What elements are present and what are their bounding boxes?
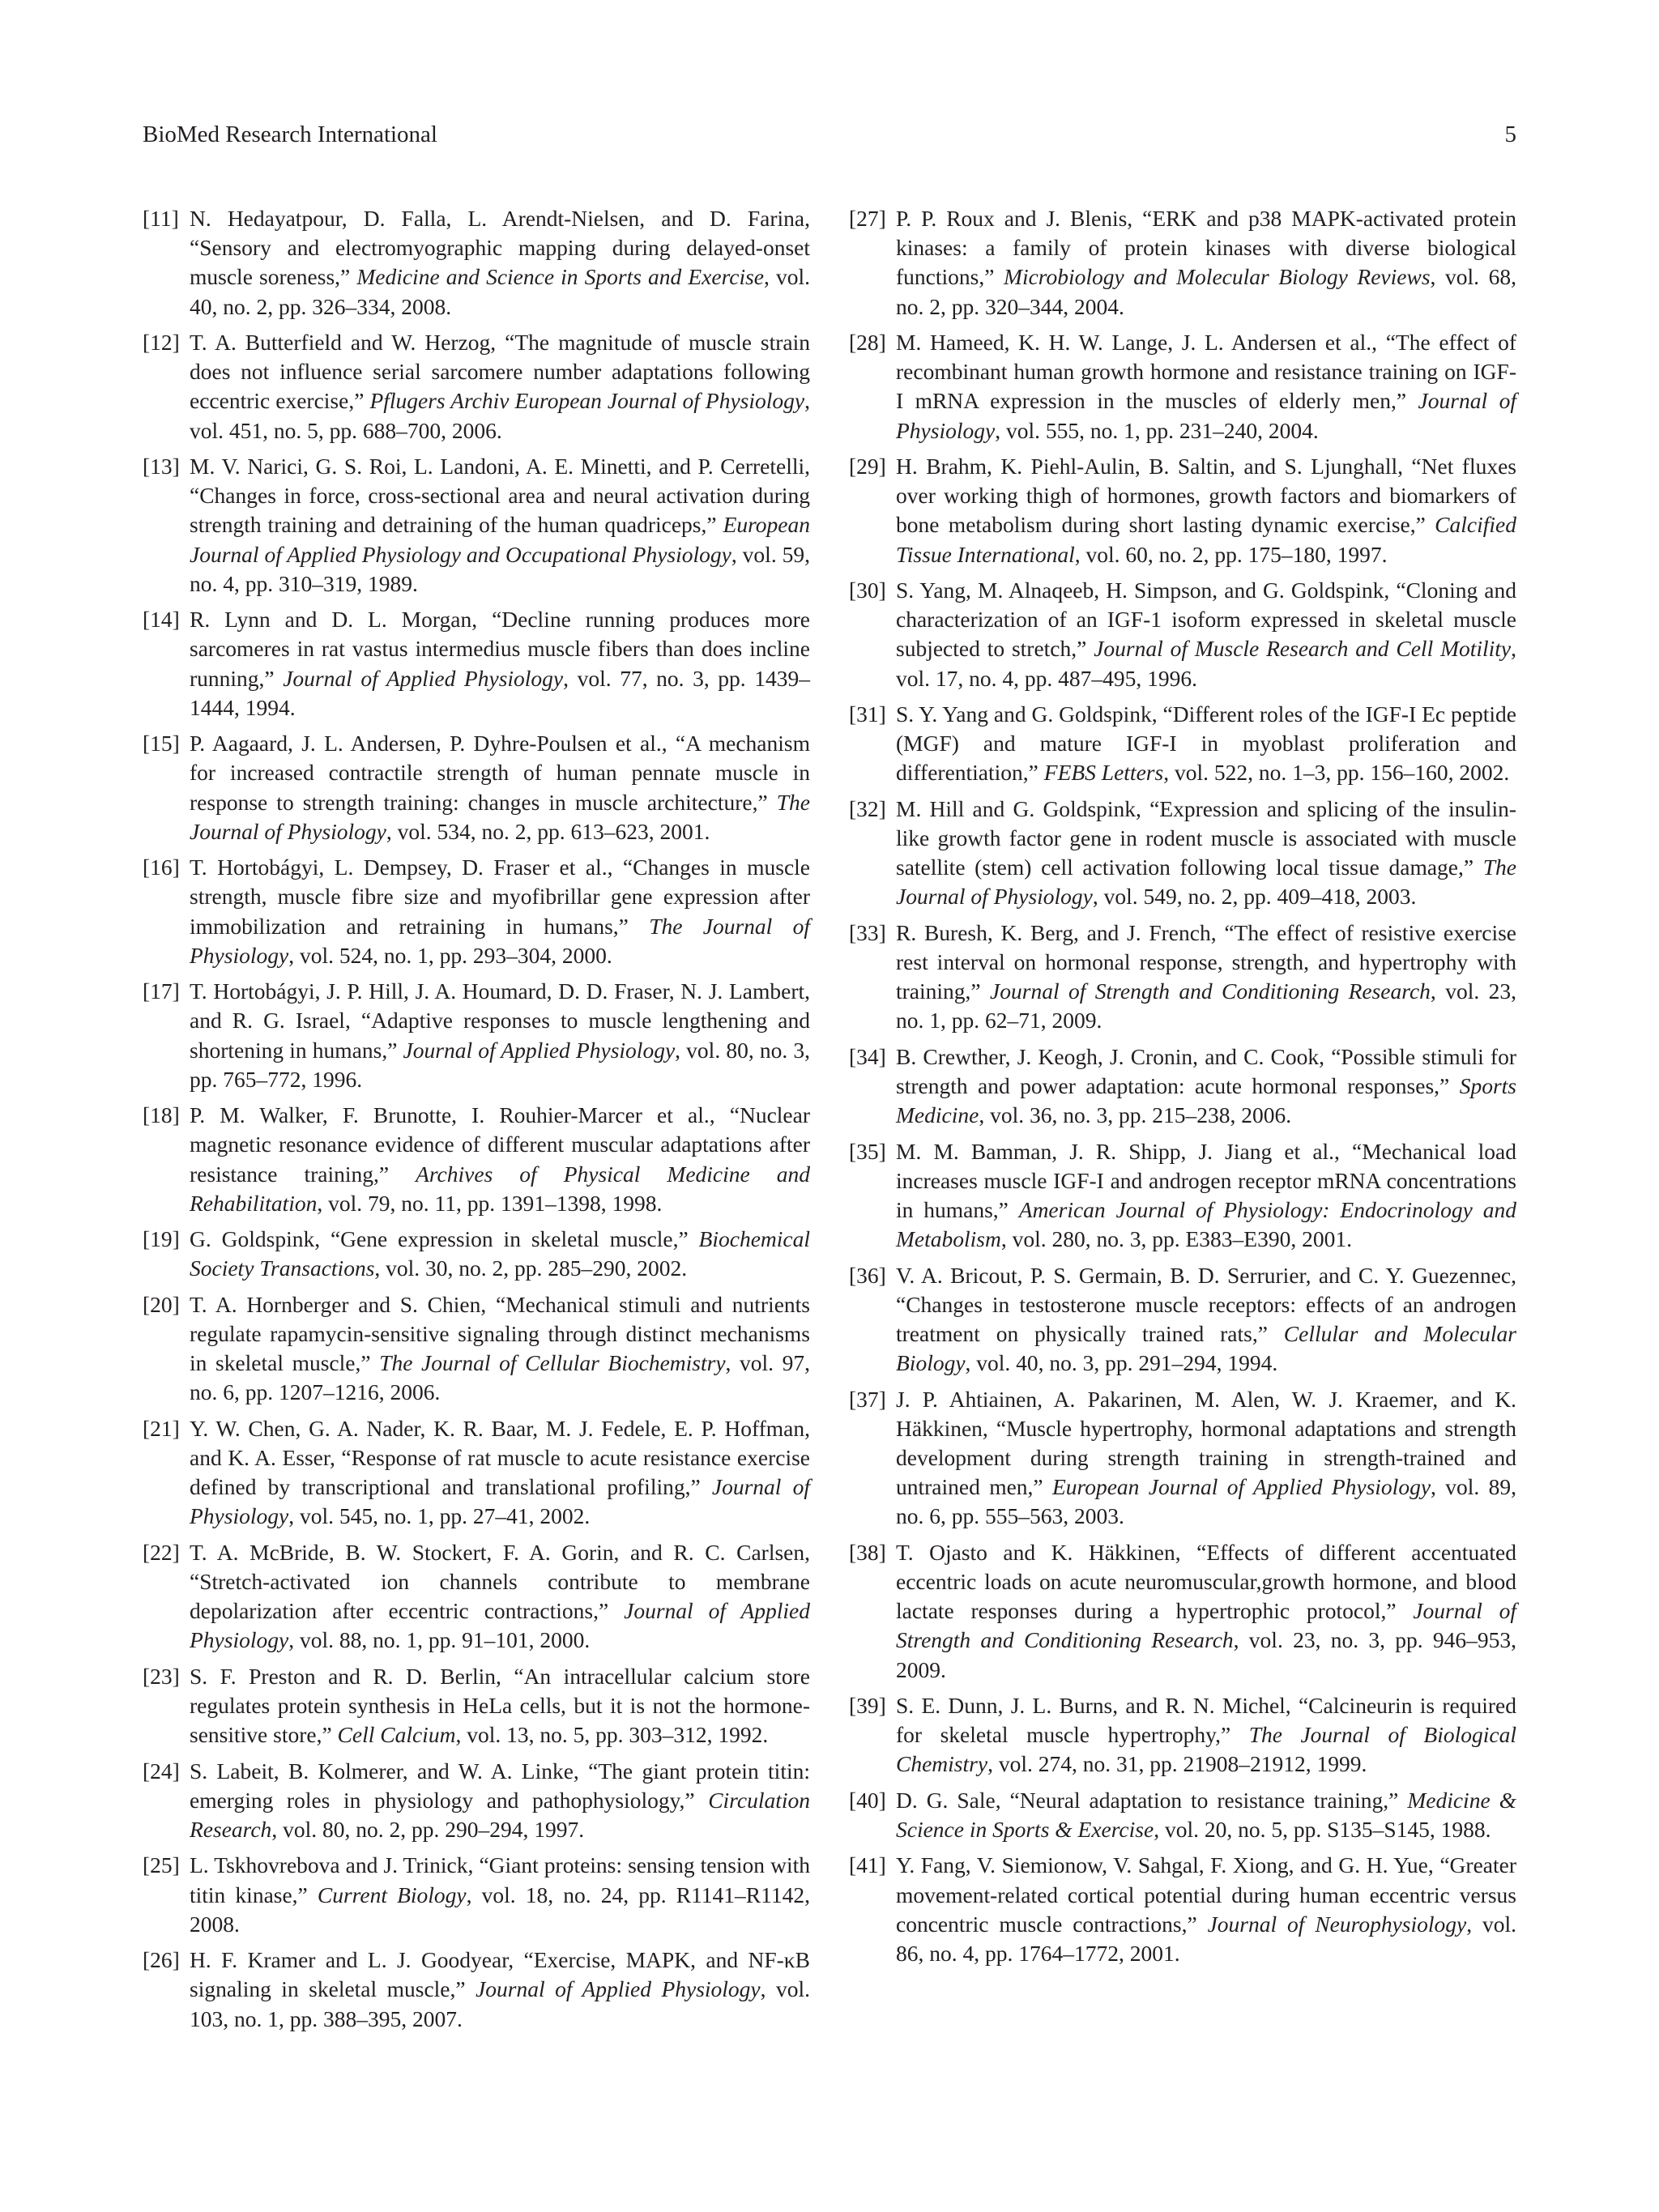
- reference-authors-title: M. V. Narici, G. S. Roi, L. Landoni, A. E. Minetti, and P. Cerretelli, “Changes in force, cross-sectional area and neural activation during strength training and detraining of the human quadriceps,”: [190, 454, 810, 538]
- reference-entry: [143, 1101, 810, 1218]
- reference-entry: [143, 1290, 810, 1408]
- reference-details: , vol. 17, no. 4, pp. 487–495, 1996.: [896, 636, 1517, 691]
- reference-details: , vol. 80, no. 3, pp. 765–772, 1996.: [190, 1037, 810, 1092]
- reference-journal: Journal of Muscle Research and Cell Motility: [1094, 636, 1512, 662]
- reference-details: , vol. 23, no. 3, pp. 946–953, 2009.: [896, 1627, 1517, 1682]
- reference-journal: Journal of Physiology: [896, 388, 1516, 443]
- reference-journal: Cell Calcium: [337, 1722, 456, 1748]
- reference-number: [31]: [849, 701, 886, 727]
- reference-authors-title: S. Yang, M. Alnaqeeb, H. Simpson, and G. Goldspink, “Cloning and characterization of an IGF-1 isoform expressed in skeletal muscle subjected to stretch,”: [896, 578, 1516, 662]
- reference-number: [14]: [143, 607, 180, 633]
- reference-number: [36]: [849, 1262, 886, 1288]
- reference-authors-title: S. Labeit, B. Kolmerer, and W. A. Linke, “The giant protein titin: emerging roles in physiology and pathophysiology,”: [190, 1758, 810, 1813]
- reference-journal: Journal of Physiology: [190, 1474, 810, 1529]
- reference-column-right: [849, 204, 1516, 1975]
- reference-details: , vol. 549, no. 2, pp. 409–418, 2003.: [1092, 884, 1417, 910]
- reference-entry: [849, 452, 1516, 569]
- reference-details: , vol. 89, no. 6, pp. 555–563, 2003.: [896, 1474, 1517, 1529]
- reference-journal: The Journal of Cellular Biochemistry: [379, 1350, 726, 1376]
- reference-authors-title: D. G. Sale, “Neural adaptation to resistance training,”: [896, 1787, 1408, 1813]
- reference-journal: Journal of Applied Physiology: [190, 1598, 811, 1653]
- reference-entry: [143, 1946, 810, 2034]
- reference-journal: Circulation Research: [190, 1787, 810, 1842]
- reference-authors-title: L. Tskhovrebova and J. Trinick, “Giant proteins: sensing tension with titin kinase,”: [190, 1852, 810, 1907]
- reference-journal: Current Biology: [317, 1882, 467, 1907]
- reference-entry: [849, 1042, 1516, 1131]
- reference-journal: The Journal of Biological Chemistry: [896, 1722, 1516, 1777]
- reference-number: [33]: [849, 919, 886, 945]
- reference-journal: Calcified Tissue International: [896, 512, 1516, 567]
- reference-authors-title: M. M. Bamman, J. R. Shipp, J. Jiang et al., “Mechanical load increases muscle IGF-I and androgen receptor mRNA concentrations in humans,”: [896, 1138, 1516, 1222]
- reference-authors-title: Y. W. Chen, G. A. Nader, K. R. Baar, M. J. Fedele, E. P. Hoffman, and K. A. Esser, “Response of rat muscle to acute resistance exercise defined by transcriptional and translational profiling,”: [190, 1415, 810, 1500]
- reference-journal: Cellular and Molecular Biology: [896, 1321, 1516, 1376]
- reference-journal: Pflugers Archiv European Journal of Physiology: [369, 388, 805, 414]
- reference-authors-title: R. Buresh, K. Berg, and J. French, “The effect of resistive exercise rest interval on hormonal response, strength, and hypertrophy with training,”: [896, 919, 1516, 1004]
- reference-details: , vol. 545, no. 1, pp. 27–41, 2002.: [288, 1503, 591, 1529]
- reference-details: , vol. 79, no. 11, pp. 1391–1398, 1998.: [317, 1190, 663, 1216]
- reference-details: , vol. 36, no. 3, pp. 215–238, 2006.: [979, 1102, 1292, 1128]
- reference-entry: [849, 1691, 1516, 1779]
- journal-name: BioMed Research International: [143, 121, 437, 147]
- reference-journal: Journal of Strength and Conditioning Research: [990, 978, 1431, 1004]
- reference-entry: [849, 795, 1516, 912]
- reference-details: , vol. 77, no. 3, pp. 1439–1444, 1994.: [190, 665, 811, 720]
- reference-authors-title: R. Lynn and D. L. Morgan, “Decline running produces more sarcomeres in rat vastus intermedius muscle fibers than does incline running,”: [190, 607, 810, 691]
- reference-authors-title: M. Hameed, K. H. W. Lange, J. L. Andersen et al., “The effect of recombinant human growth hormone and resistance training on IGF-I mRNA expression in the muscles of elderly men,”: [896, 330, 1516, 414]
- reference-authors-title: T. A. Hornberger and S. Chien, “Mechanical stimuli and nutrients regulate rapamycin-sensitive signaling through distinct mechanisms in skeletal muscle,”: [190, 1291, 810, 1376]
- reference-details: , vol. 60, no. 2, pp. 175–180, 1997.: [1074, 541, 1388, 567]
- reference-number: [18]: [143, 1102, 180, 1128]
- reference-number: [28]: [849, 330, 886, 355]
- reference-authors-title: P. P. Roux and J. Blenis, “ERK and p38 MAPK-activated protein kinases: a family of protein kinases with diverse biological functions,”: [896, 206, 1516, 290]
- reference-details: , vol. 555, no. 1, pp. 231–240, 2004.: [995, 417, 1319, 443]
- reference-entry: [143, 1757, 810, 1845]
- reference-number: [35]: [849, 1138, 886, 1164]
- reference-number: [41]: [849, 1852, 886, 1878]
- reference-number: [17]: [143, 978, 180, 1004]
- reference-details: , vol. 40, no. 3, pp. 291–294, 1994.: [965, 1350, 1278, 1376]
- reference-number: [27]: [849, 206, 886, 231]
- reference-entry: [849, 1261, 1516, 1379]
- reference-authors-title: B. Crewther, J. Keogh, J. Cronin, and C. Cook, “Possible stimuli for strength and power adaptation: acute hormonal responses,”: [896, 1043, 1516, 1098]
- reference-number: [11]: [143, 206, 179, 231]
- reference-entry: [849, 576, 1516, 693]
- reference-entry: [143, 729, 810, 846]
- reference-number: [19]: [143, 1226, 180, 1252]
- reference-authors-title: P. Aagaard, J. L. Andersen, P. Dyhre-Poulsen et al., “A mechanism for increased contractile strength of human pennate muscle in response to strength training: changes in muscle architecture,”: [190, 731, 810, 815]
- reference-journal: Journal of Applied Physiology: [476, 1976, 761, 2002]
- reference-authors-title: S. Y. Yang and G. Goldspink, “Different roles of the IGF-I Ec peptide (MGF) and mature IGF-I in myoblast proliferation and differentiation,”: [896, 701, 1516, 786]
- reference-authors-title: P. M. Walker, F. Brunotte, I. Rouhier-Marcer et al., “Nuclear magnetic resonance evidence of different muscular adaptations after resistance training,”: [190, 1102, 810, 1187]
- reference-entry: [143, 328, 810, 445]
- reference-journal: American Journal of Physiology: Endocrinology and Metabolism: [896, 1197, 1516, 1252]
- reference-journal: Journal of Applied Physiology: [403, 1037, 676, 1063]
- reference-entry: [143, 977, 810, 1094]
- reference-number: [30]: [849, 578, 886, 603]
- reference-authors-title: N. Hedayatpour, D. Falla, L. Arendt-Nielsen, and D. Farina, “Sensory and electromyographic mapping during delayed-onset muscle soreness,”: [190, 206, 810, 290]
- reference-entry: [143, 1662, 810, 1750]
- reference-journal: Journal of Strength and Conditioning Research: [896, 1598, 1516, 1653]
- reference-journal: Archives of Physical Medicine and Rehabilitation: [190, 1161, 810, 1216]
- reference-authors-title: T. Hortobágyi, L. Dempsey, D. Fraser et al., “Changes in muscle strength, muscle fibre size and myofibrillar gene expression after immobilization and retraining in humans,”: [190, 855, 810, 939]
- reference-details: , vol. 13, no. 5, pp. 303–312, 1992.: [455, 1722, 769, 1748]
- reference-journal: Biochemical Society Transactions: [190, 1226, 810, 1281]
- reference-entry: [849, 1786, 1516, 1844]
- reference-number: [24]: [143, 1758, 180, 1784]
- reference-details: , vol. 30, no. 2, pp. 285–290, 2002.: [374, 1255, 688, 1281]
- reference-journal: Medicine & Science in Sports & Exercise: [896, 1787, 1516, 1842]
- reference-number: [15]: [143, 731, 180, 757]
- reference-entry: [143, 452, 810, 599]
- reference-journal: European Journal of Applied Physiology and Occupational Physiology: [190, 512, 810, 567]
- reference-details: , vol. 59, no. 4, pp. 310–319, 1989.: [190, 541, 810, 596]
- reference-entry: [849, 328, 1516, 445]
- reference-entry: [143, 1414, 810, 1532]
- reference-details: , vol. 20, no. 5, pp. S135–S145, 1988.: [1154, 1817, 1491, 1842]
- reference-entry: [143, 204, 810, 322]
- reference-authors-title: S. F. Preston and R. D. Berlin, “An intracellular calcium store regulates protein synthesis in HeLa cells, but it is not the hormone-sensitive store,”: [190, 1663, 810, 1748]
- reference-entry: [849, 1851, 1516, 1968]
- reference-details: , vol. 524, no. 1, pp. 293–304, 2000.: [288, 942, 612, 968]
- reference-authors-title: S. E. Dunn, J. L. Burns, and R. N. Michel, “Calcineurin is required for skeletal muscle hypertrophy,”: [896, 1693, 1516, 1748]
- reference-number: [21]: [143, 1415, 180, 1441]
- reference-authors-title: T. Hortobágyi, J. P. Hill, J. A. Houmard, D. D. Fraser, N. J. Lambert, and R. G. Israel, “Adaptive responses to muscle lengthening and shortening in humans,”: [190, 978, 810, 1063]
- reference-authors-title: V. A. Bricout, P. S. Germain, B. D. Serrurier, and C. Y. Guezennec, “Changes in testosterone muscle receptors: effects of an androgen treatment on physically trained rats,”: [896, 1262, 1516, 1346]
- reference-number: [40]: [849, 1787, 886, 1813]
- reference-number: [37]: [849, 1386, 886, 1412]
- reference-number: [26]: [143, 1947, 180, 1973]
- reference-details: , vol. 534, no. 2, pp. 613–623, 2001.: [386, 818, 710, 844]
- reference-details: , vol. 280, no. 3, pp. E383–E390, 2001.: [1000, 1226, 1352, 1252]
- reference-journal: Journal of Applied Physiology: [283, 665, 564, 691]
- reference-authors-title: T. Ojasto and K. Häkkinen, “Effects of different accentuated eccentric loads on acute neuromuscular,growth hormone, and blood lactate responses during a hypertrophic protocol,”: [896, 1539, 1516, 1624]
- reference-details: , vol. 522, no. 1–3, pp. 156–160, 2002.: [1163, 760, 1510, 786]
- reference-journal: Journal of Neurophysiology: [1207, 1911, 1467, 1937]
- reference-authors-title: T. A. Butterfield and W. Herzog, “The magnitude of muscle strain does not influence serial sarcomere number adaptations following eccentric exercise,”: [190, 330, 810, 414]
- reference-authors-title: H. F. Kramer and L. J. Goodyear, “Exercise, MAPK, and NF-κB signaling in skeletal muscle,”: [190, 1947, 810, 2002]
- reference-details: , vol. 23, no. 1, pp. 62–71, 2009.: [896, 978, 1516, 1034]
- reference-entry: [849, 700, 1516, 788]
- reference-column-left: [143, 204, 810, 2040]
- reference-number: [16]: [143, 855, 180, 880]
- running-header: [143, 121, 1516, 154]
- reference-details: , vol. 80, no. 2, pp. 290–294, 1997.: [271, 1817, 585, 1842]
- reference-details: , vol. 86, no. 4, pp. 1764–1772, 2001.: [896, 1911, 1517, 1966]
- reference-journal: The Journal of Physiology: [190, 913, 810, 968]
- reference-number: [23]: [143, 1663, 180, 1689]
- reference-number: [32]: [849, 795, 886, 821]
- reference-authors-title: G. Goldspink, “Gene expression in skeletal muscle,”: [190, 1226, 699, 1252]
- reference-entry: [849, 1137, 1516, 1255]
- reference-number: [29]: [849, 454, 886, 479]
- reference-number: [20]: [143, 1291, 180, 1317]
- reference-details: , vol. 97, no. 6, pp. 1207–1216, 2006.: [190, 1350, 811, 1405]
- reference-details: , vol. 103, no. 1, pp. 388–395, 2007.: [190, 1976, 810, 2031]
- reference-entry: [143, 1538, 810, 1656]
- reference-entry: [849, 1385, 1516, 1532]
- reference-entry: [143, 605, 810, 722]
- reference-authors-title: H. Brahm, K. Piehl-Aulin, B. Saltin, and S. Ljunghall, “Net fluxes over working thigh of hormones, growth factors and biomarkers of bone metabolism during short lasting dynamic exercise,”: [896, 454, 1516, 538]
- reference-number: [39]: [849, 1693, 886, 1718]
- reference-details: , vol. 40, no. 2, pp. 326–334, 2008.: [190, 264, 810, 319]
- reference-authors-title: M. Hill and G. Goldspink, “Expression and splicing of the insulin-like growth factor gene in rodent muscle is associated with muscle satellite (stem) cell activation following local tissue damage,”: [896, 795, 1516, 880]
- reference-entry: [849, 204, 1516, 322]
- reference-number: [12]: [143, 330, 180, 355]
- page-number: 5: [1504, 121, 1516, 147]
- reference-details: , vol. 68, no. 2, pp. 320–344, 2004.: [896, 264, 1517, 319]
- reference-journal: The Journal of Physiology: [896, 855, 1516, 910]
- reference-details: , vol. 18, no. 24, pp. R1141–R1142, 2008.: [190, 1882, 810, 1937]
- reference-entry: [849, 918, 1516, 1036]
- reference-authors-title: J. P. Ahtiainen, A. Pakarinen, M. Alen, W. J. Kraemer, and K. Häkkinen, “Muscle hypertrophy, hormonal adaptations and strength development during strength training in strength-trained and untrained men,”: [896, 1386, 1516, 1500]
- reference-details: , vol. 88, no. 1, pp. 91–101, 2000.: [288, 1627, 591, 1653]
- reference-entry: [849, 1538, 1516, 1685]
- reference-number: [34]: [849, 1043, 886, 1069]
- reference-details: , vol. 451, no. 5, pp. 688–700, 2006.: [190, 388, 810, 443]
- reference-details: , vol. 274, no. 31, pp. 21908–21912, 1999.: [987, 1751, 1367, 1777]
- reference-journal: The Journal of Physiology: [190, 789, 810, 844]
- reference-number: [13]: [143, 454, 180, 479]
- reference-journal: Sports Medicine: [896, 1073, 1516, 1128]
- reference-journal: Microbiology and Molecular Biology Reviews: [1004, 264, 1431, 290]
- reference-number: [38]: [849, 1539, 886, 1565]
- reference-authors-title: T. A. McBride, B. W. Stockert, F. A. Gorin, and R. C. Carlsen, “Stretch-activated ion channels contribute to membrane depolarization after eccentric contractions,”: [190, 1539, 810, 1624]
- reference-authors-title: Y. Fang, V. Siemionow, V. Sahgal, F. Xiong, and G. H. Yue, “Greater movement-related cortical potential during human eccentric versus concentric muscle contractions,”: [896, 1852, 1516, 1937]
- reference-entry: [143, 1851, 810, 1939]
- reference-journal: FEBS Letters: [1043, 760, 1164, 786]
- reference-number: [22]: [143, 1539, 180, 1565]
- reference-journal: European Journal of Applied Physiology: [1052, 1474, 1431, 1500]
- reference-number: [25]: [143, 1852, 180, 1878]
- reference-entry: [143, 853, 810, 970]
- reference-entry: [143, 1225, 810, 1283]
- reference-journal: Medicine and Science in Sports and Exercise: [356, 264, 765, 290]
